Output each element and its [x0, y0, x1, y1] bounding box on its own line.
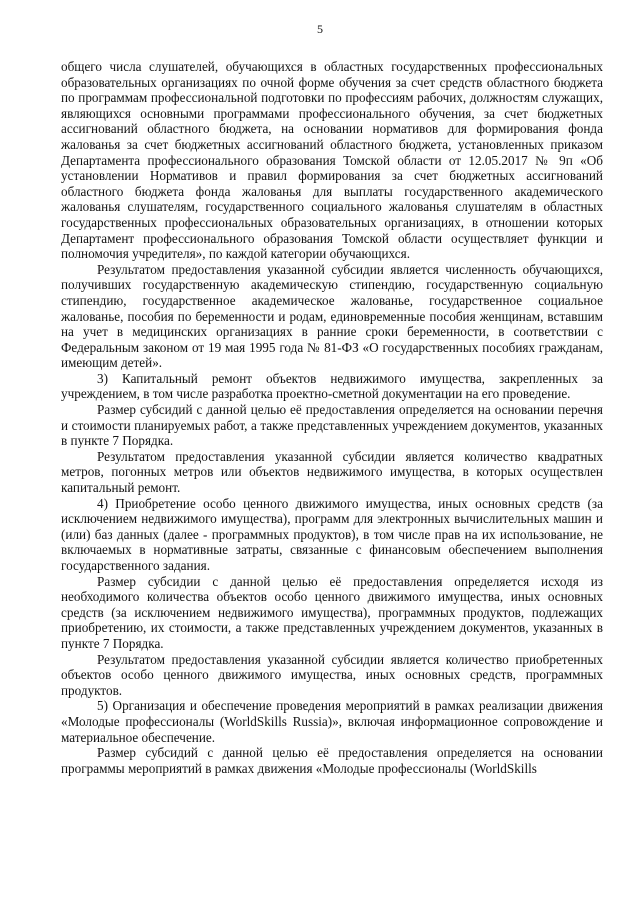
page-number: 5 — [317, 22, 323, 36]
paragraph-repair-result: Результатом предоставления указанной субсидии является количество квадратных метров, погонных метров или объектов недвижимого имущества, в которых осуществлен капитальный ремонт. — [61, 448, 603, 496]
paragraph-acquisition-subsidy-size: Размер субсидии с данной целью её предоставления определяется исходя из необходимого количества объектов особо ценного движимого имущества, иных основных средств (за исключением недвижимого имущества), программных продуктов, подлежащих приобретению, их стоимости, а также представленных учреждением документов, указанных в пункте 7 Порядка. — [61, 573, 603, 651]
paragraph-stipend-result: Результатом предоставления указанной субсидии является численность обучающихся, получивших государственную академическую стипендию, государственную социальную стипендию, государственное академическое жалованье, государственное социальное жалованье, пособия по беременности и родам, единовременные пособия женщинам, вставшим на учет в медицинских организациях в ранние сроки беременности, в соответствии с Федеральным законом от 19 мая 1995 года № 81-ФЗ «О государственных пособиях гражданам, имеющим детей». — [61, 261, 603, 371]
paragraph-item-3-capital-repair: 3) Капитальный ремонт объектов недвижимого имущества, закрепленных за учреждением, в том числе разработка проектно-сметной документации на его проведение. — [61, 370, 603, 402]
paragraph-item-5-worldskills: 5) Организация и обеспечение проведения мероприятий в рамках реализации движения «Молодые профессионалы (WorldSkills Russia)», включая информационное сопровождение и материальное обеспечение. — [61, 698, 603, 745]
paragraph-acquisition-result: Результатом предоставления указанной субсидии является количество приобретенных объектов особо ценного движимого имущества, иных основных средств, программных продуктов. — [61, 651, 603, 698]
paragraph-student-categories: общего числа слушателей, обучающихся в областных государственных профессиональных образовательных организациях по очной форме обучения за счет средств областного бюджета по программам профессиональной подготовки по профессиям рабочих, должностям служащих, являющихся основными программами профессионального обучения, за счет бюджетных ассигнований областного бюджета, на основании нормативов для формирования фонда жалованья за счет бюджетных ассигнований областного бюджета, установленных приказом Департамента профессионального образования Томской области от 12.05.2017 № 9п «Об установлении Нормативов и правил формирования за счет бюджетных ассигнований областного бюджета фонда жалованья для выплаты государственного академического жалованья слушателям, государственного социального жалованья слушателям в областных государственных профессиональных образовательных организациях, в отношении которых Департамент профессионального образования Томской области осуществляет функции и полномочия учредителя», по каждой категории обучающихся. — [61, 59, 603, 262]
paragraph-worldskills-subsidy-size: Размер субсидий с данной целью её предоставления определяется на основании программы мероприятий в рамках движения «Молодые профессионалы (WorldSkills — [61, 745, 603, 776]
document-body — [61, 59, 603, 776]
paragraph-item-4-property-acquisition: 4) Приобретение особо ценного движимого имущества, иных основных средств (за исключением недвижимого имущества), программ для электронных вычислительных машин и (или) баз данных (далее - программных продуктов), в том числе прав на их использование, не включаемых в нормативные затраты, связанные с финансовым обеспечением выполнения государственного задания. — [61, 495, 603, 573]
paragraph-repair-subsidy-size: Размер субсидий с данной целью её предоставления определяется на основании перечня и стоимости планируемых работ, а также представленных учреждением документов, указанных в пункте 7 Порядка. — [61, 402, 603, 449]
